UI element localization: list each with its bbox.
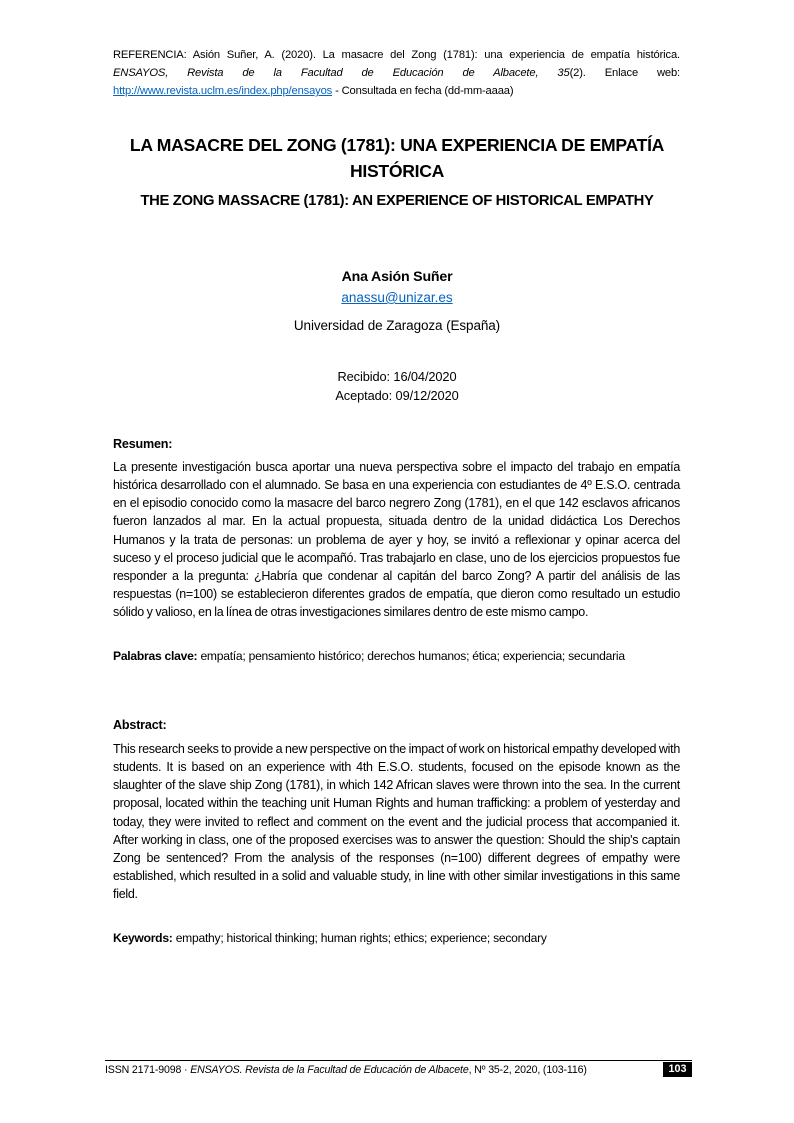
abstract-keywords-list: empathy; historical thinking; human rights; ethics; experience; secondary bbox=[172, 931, 547, 945]
abstract-text: This research seeks to provide a new perspective on the impact of work on historical empathy developed with students. It is based on an experience with 4th E.S.O. students, focused on the episode known as the slaughter of the slave ship Zong (1781), in which 142 African slaves were thrown into the sea. In the current proposal, located within the teaching unit Human Rights and human trafficking: a problem of yesterday and today, they were invited to reflect and comment on the event and the judicial process that accompanied it. After working in class, one of the proposed exercises was to answer the question: Should the ship's captain Zong be sentenced? From the analysis of the responses (n=100) different degrees of empathy were established, which resulted in a solid and valuable study, in line with other similar investigations in this same field. bbox=[113, 742, 680, 902]
resumen-text: La presente investigación busca aportar una nueva perspectiva sobre el impacto del trabajo en empatía histórica desarrollado con el alumnado. Se basa en una experiencia con estudiantes de 4º E.S.O. centrada en el episodio conocido como la masacre del barco negrero Zong (1781), en el que 142 esclavos africanos fueron lanzados al mar. En la actual propuesta, situada dentro de la unidad didáctica Los Derechos Humanos y la trata de personas: un problema de ayer y hoy, se invitó a reflexionar y opinar acerca del suceso y el proceso judicial que le acompañó. Tras trabajarlo en clase, uno de los ejercicios propuestos fue responder a la pregunta: ¿Habría que condenar al capitán del barco Zong? A partir del análisis de las respuestas (n=100) se establecieron diferentes grados de empatía, que dieron como resultado un estudio sólido y valioso, en la línea de otras investigaciones similares dentro de este mismo campo. bbox=[113, 460, 680, 620]
author-name: Ana Asión Suñer bbox=[341, 269, 453, 285]
reference-volume: 35 bbox=[557, 67, 570, 80]
resumen-heading: Resumen: bbox=[113, 437, 173, 451]
reference-journal: ENSAYOS, Revista de la Facultad de Educación de Albacete, bbox=[113, 67, 539, 80]
abstract-keywords-label: Keywords: bbox=[113, 931, 173, 945]
reference-consulted: - Consultada en fecha (dd-mm-aaaa) bbox=[332, 85, 514, 98]
resumen-keywords-list: empatía; pensamiento histórico; derechos humanos; ética; experiencia; secundaria bbox=[197, 649, 625, 663]
dates-block bbox=[108, 367, 686, 405]
author-email-container bbox=[108, 289, 686, 307]
resumen-keywords bbox=[113, 648, 680, 665]
reference-issue: (2). Enlace web: bbox=[569, 67, 681, 80]
date-received: Recibido: 16/04/2020 bbox=[337, 369, 457, 384]
abstract-heading: Abstract: bbox=[113, 718, 167, 732]
footer-details: , Nº 35-2, 2020, (103-116) bbox=[468, 1064, 587, 1076]
footer-divider bbox=[105, 1060, 692, 1061]
resumen-keywords-label: Palabras clave: bbox=[113, 649, 198, 663]
footer-citation bbox=[105, 1063, 587, 1077]
author-affiliation: Universidad de Zaragoza (España) bbox=[293, 318, 501, 333]
date-accepted: Aceptado: 09/12/2020 bbox=[335, 388, 459, 403]
title-english: THE ZONG MASSACRE (1781): AN EXPERIENCE OF HISTORICAL EMPATHY bbox=[140, 193, 654, 209]
abstract-keywords bbox=[113, 930, 680, 947]
reference-citation bbox=[113, 46, 680, 101]
footer-issn: ISSN 2171-9098 · bbox=[105, 1064, 191, 1076]
title-spanish: LA MASACRE DEL ZONG (1781): UNA EXPERIENCIA DE EMPATÍA HISTÓRICA bbox=[129, 135, 665, 181]
reference-url-link[interactable]: http://www.revista.uclm.es/index.php/ensayos bbox=[113, 85, 333, 98]
author-email-link[interactable]: anassu@unizar.es bbox=[341, 290, 453, 305]
footer-journal: ENSAYOS. Revista de la Facultad de Educación de Albacete bbox=[190, 1064, 469, 1076]
reference-prefix: REFERENCIA: Asión Suñer, A. (2020). La masacre del Zong (1781): una experiencia de empatía histórica. bbox=[113, 49, 680, 61]
page-number: 103 bbox=[663, 1062, 692, 1077]
